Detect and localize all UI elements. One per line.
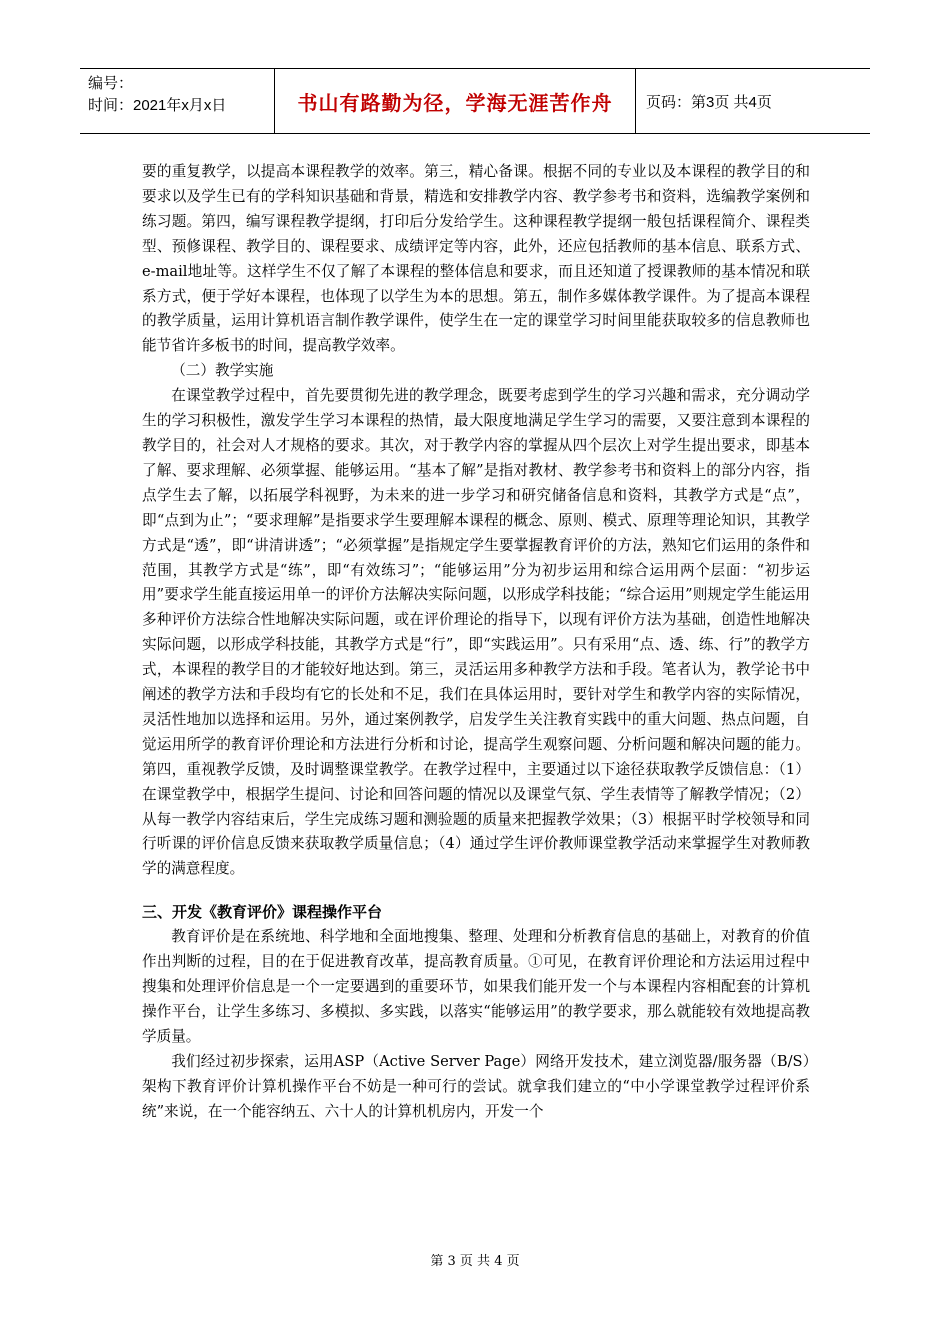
paragraph: 我们经过初步探索，运用ASP（Active Server Page）网络开发技术，建立浏览器/服务器（B/S）架构下教育评价计算机操作平台不妨是一种可行的尝试。就拿我们建立的“中小学课堂教学过程评价系统”来说，在一个能容纳五、六十人的计算机机房内，开发一个 xyxy=(142,1052,810,1120)
page-footer: 第 3 页 共 4 页 xyxy=(430,1254,520,1269)
section-heading: 三、开发《教育评价》课程操作平台 xyxy=(142,903,383,922)
paragraph: 要的重复教学，以提高本课程教学的效率。第三，精心备课。根据不同的专业以及本课程的教学目的和要求以及学生已有的学科知识基础和背景，精选和安排教学内容、教学参考书和资料，选编教学案例和练习题。第四，编写课程教学提纲，打印后分发给学生。这种课程教学提纲一般包括课程简介、课程类型、预修课程、教学目的、课程要求、成绩评定等内容，此外，还应包括教师的基本信息、联系方式、e-mail地址等。这样学生不仅了解了本课程的整体信息和要求，而且还知道了授课教师的基本情况和联系方式，便于学好本课程，也体现了以学生为本的思想。第五，制作多媒体教学课件。为了提高本课程的教学质量，运用计算机语言制作教学课件，使学生在一定的课堂学习时间里能获取较多的信息教师也能节省许多板书的时间，提高教学效率。 xyxy=(142,163,810,355)
document-body xyxy=(142,160,810,1124)
header-page-number: 页码：第3页 共4页 xyxy=(646,93,772,111)
header-info xyxy=(80,69,275,133)
paragraph: 在课堂教学过程中，首先要贯彻先进的教学理念，既要考虑到学生的学习兴趣和需求，充分调动学生的学习积极性，激发学生学习本课程的热情，最大限度地满足学生学习的需要，又要注意到本课程的教学目的，社会对人才规格的要求。其次，对于教学内容的掌握从四个层次上对学生提出要求，即基本了解、要求理解、必须掌握、能够运用。“基本了解”是指对教材、教学参考书和资料上的部分内容，指点学生去了解，以拓展学科视野，为未来的进一步学习和研究储备信息和资料，其教学方式是“点”，即“点到为止”；“要求理解”是指要求学生要理解本课程的概念、原则、模式、原理等理论知识，其教学方式是“透”，即“讲清讲透”；“必须掌握”是指规定学生要掌握教育评价的方法，熟知它们运用的条件和范围，其教学方式是“练”，即“有效练习”；“能够运用”分为初步运用和综合运用两个层面：“初步运用”要求学生能直接运用单一的评价方法解决实际问题，以形成学科技能；“综合运用”则规定学生能运用多种评价方法综合性地解决实际问题，或在评价理论的指导下，以现有评价方法为基础，创造性地解决实际问题，以形成学科技能，其教学方式是“行”，即“实践运用”。只有采用“点、透、练、行”的教学方式，本课程的教学目的才能较好地达到。第三，灵活运用多种教学方法和手段。笔者认为，教学论书中阐述的教学方法和手段均有它的长处和不足，我们在具体运用时，要针对学生和教学内容的实际情况，灵活性地加以选择和运用。另外，通过案例教学，启发学生关注教育实践中的重大问题、热点问题，自觉运用所学的教育评价理论和方法进行分析和讨论，提高学生观察问题、分析问题和解决问题的能力。第四，重视教学反馈，及时调整课堂教学。在教学过程中，主要通过以下途径获取教学反馈信息：（1）在课堂教学中，根据学生提问、讨论和回答问题的情况以及课堂气氛、学生表情等了解教学情况；（2）从每一教学内容结束后，学生完成练习题和测验题的质量来把握教学效果；（3）根据平时学校领导和同行听课的评价信息反馈来获取教学质量信息；（4）通过学生评价教师课堂教学活动来掌握学生对教师教学的满意程度。 xyxy=(142,387,810,878)
header-motto: 书山有路勤为径，学海无涯苦作舟 xyxy=(275,69,636,133)
subsection-heading: （二）教学实施 xyxy=(171,362,274,380)
number-label: 编号： xyxy=(88,75,134,92)
paragraph: 教育评价是在系统地、科学地和全面地搜集、整理、处理和分析教育信息的基础上，对教育的价值作出判断的过程，目的在于促进教育改革，提高教育质量。①可见，在教育评价理论和方法运用过程中搜集和处理评价信息是一个一定要遇到的重要环节，如果我们能开发一个与本课程内容相配套的计算机操作平台，让学生多练习、多模拟、多实践，以落实“能够运用”的教学要求，那么就能较有效地提高教学质量。 xyxy=(142,928,810,1045)
date-label: 时间：2021年x月x日 xyxy=(88,97,227,114)
page-header xyxy=(80,68,870,134)
